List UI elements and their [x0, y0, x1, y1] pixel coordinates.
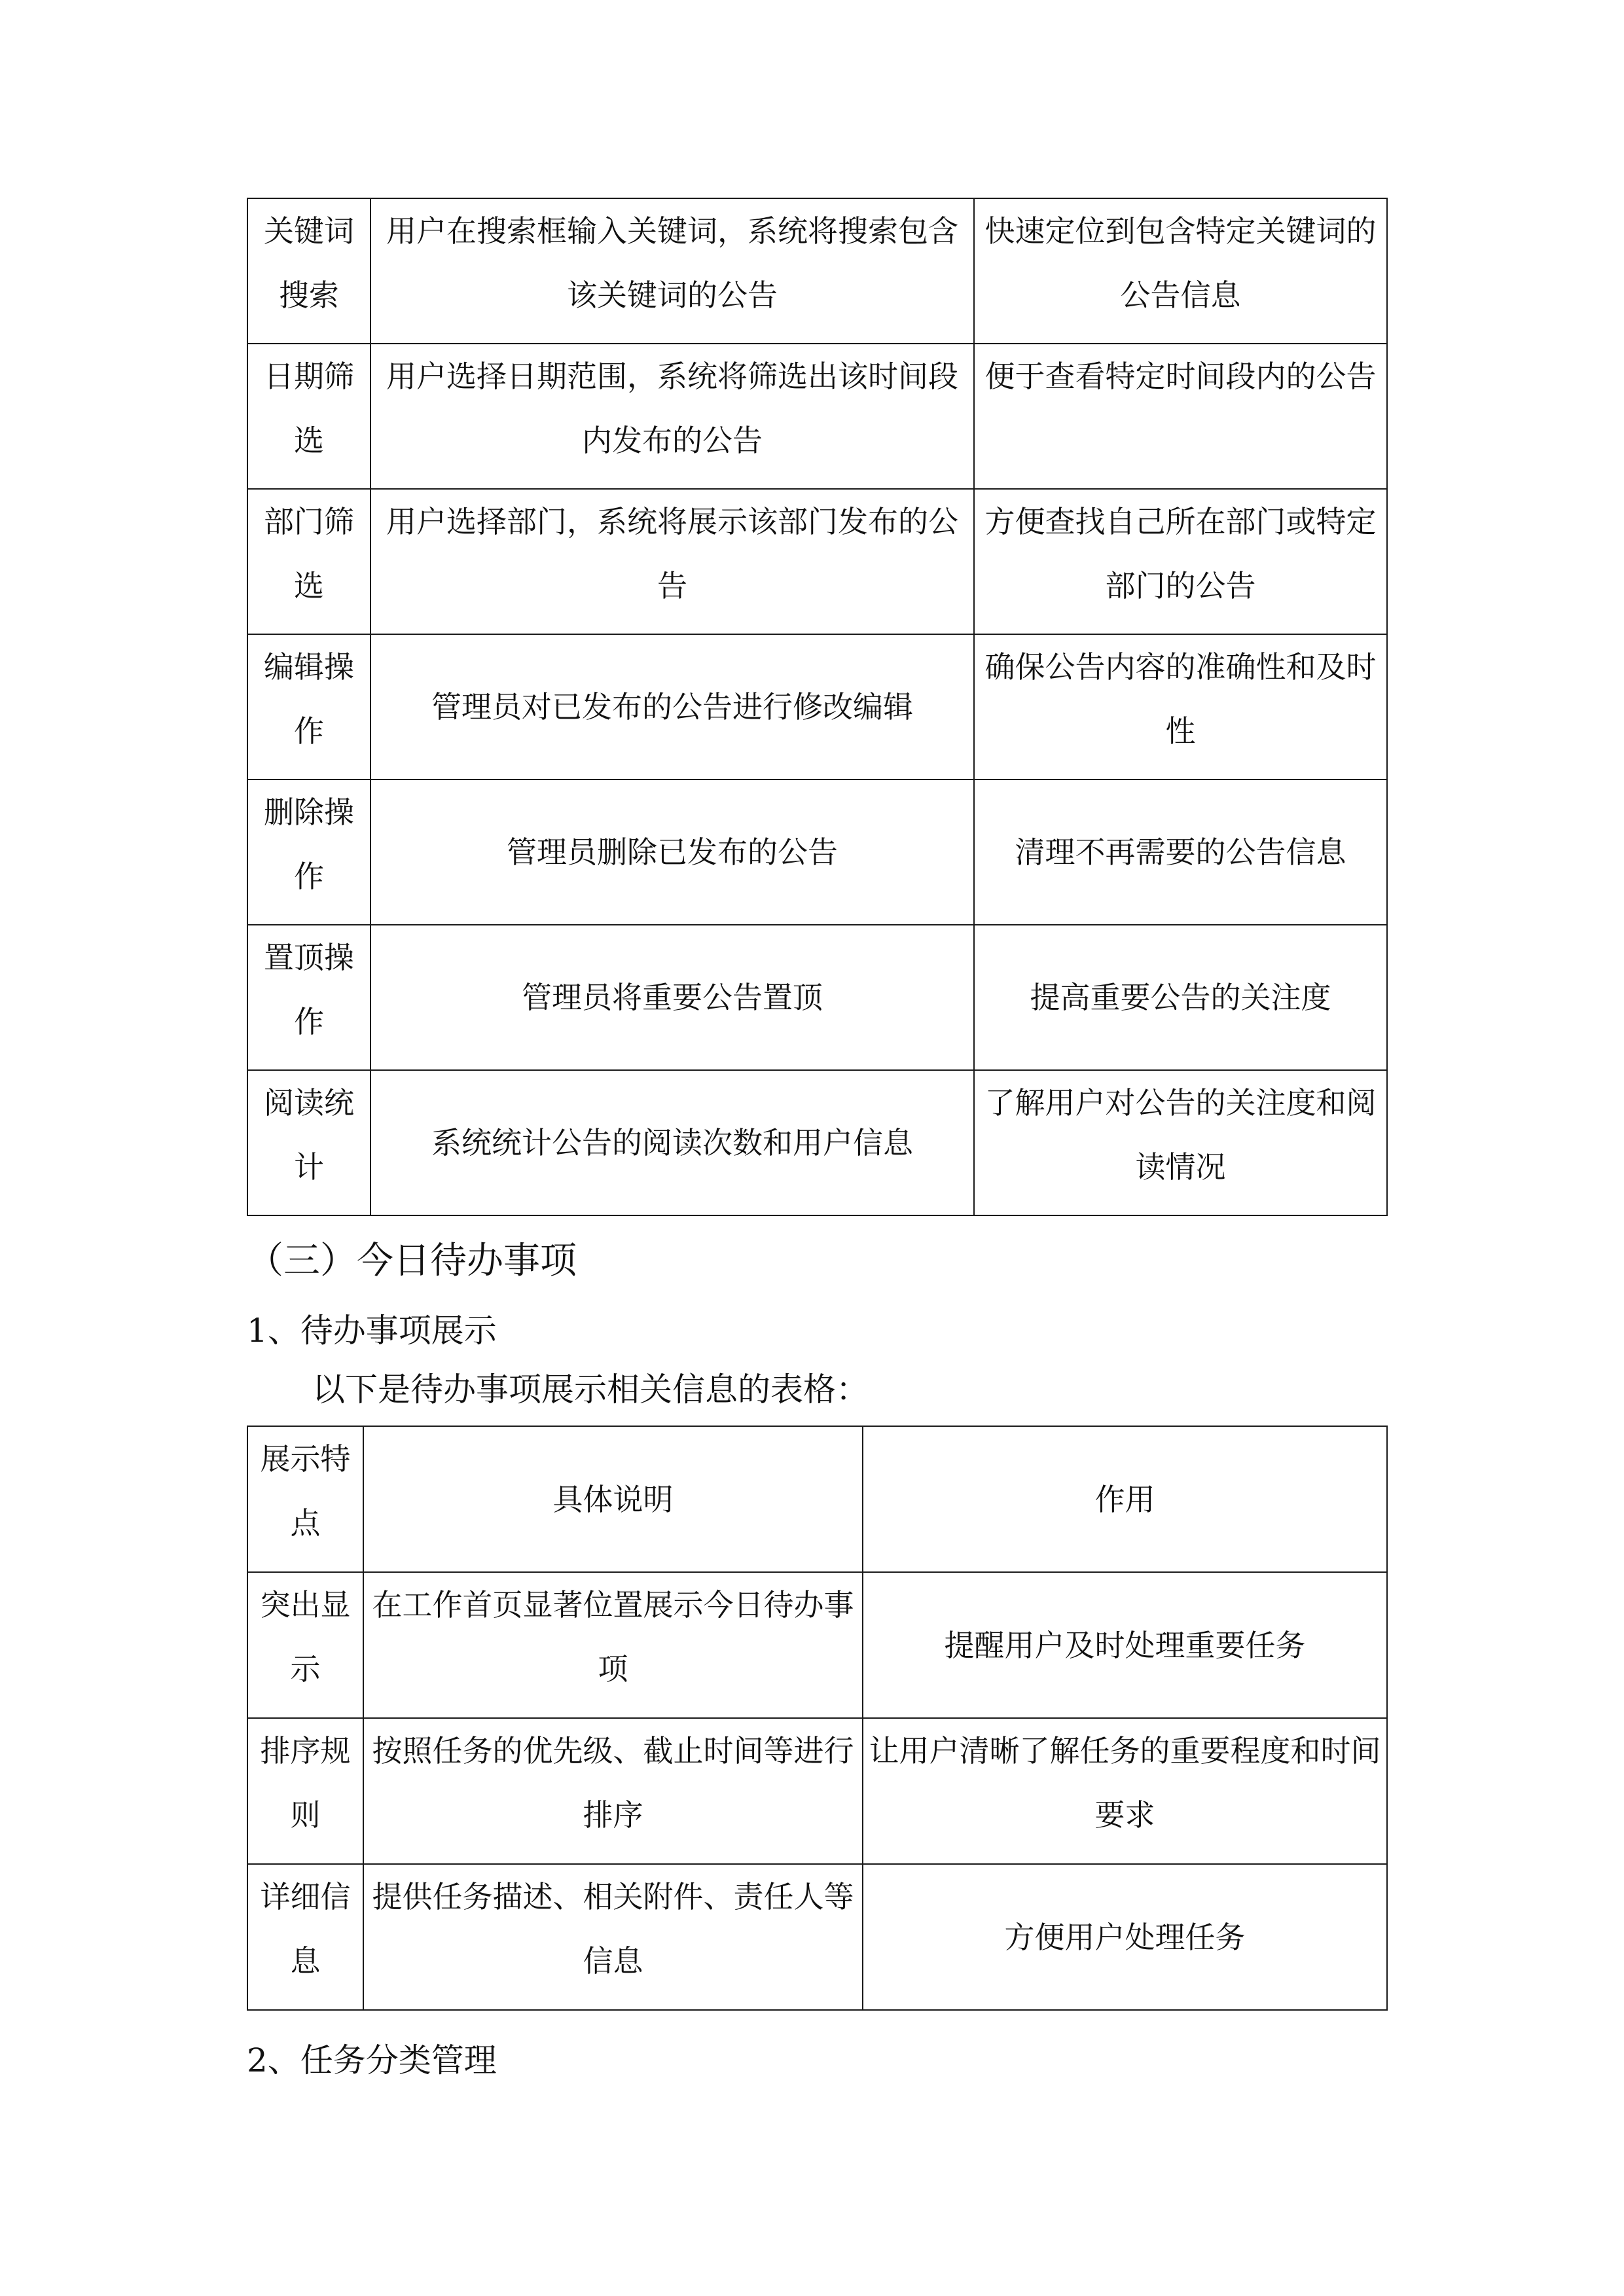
todo-display-table	[247, 1426, 1388, 2011]
description-cell: 在工作首页显著位置展示今日待办事项	[363, 1572, 863, 1718]
table-row	[247, 489, 1387, 634]
feature-cell: 日期筛选	[247, 344, 370, 489]
intro-paragraph: 以下是待办事项展示相关信息的表格：	[312, 1371, 869, 1408]
description-cell: 管理员删除已发布的公告	[370, 780, 974, 925]
section-heading: （三）今日待办事项	[247, 1240, 577, 1282]
purpose-cell: 让用户清晰了解任务的重要程度和时间要求	[863, 1718, 1387, 1864]
table-row	[247, 1572, 1387, 1718]
table-row	[247, 780, 1387, 925]
announcement-features-table	[247, 198, 1388, 1216]
table-header-row	[247, 1426, 1387, 1572]
description-cell: 管理员将重要公告置顶	[370, 925, 974, 1070]
purpose-cell: 提醒用户及时处理重要任务	[863, 1572, 1387, 1718]
table-row	[247, 1070, 1387, 1215]
table-row	[247, 1718, 1387, 1864]
purpose-cell: 便于查看特定时间段内的公告	[974, 344, 1387, 489]
header-cell: 作用	[863, 1426, 1387, 1572]
feature-cell: 部门筛选	[247, 489, 370, 634]
feature-cell: 置顶操作	[247, 925, 370, 1070]
purpose-cell: 方便用户处理任务	[863, 1864, 1387, 2010]
table-row	[247, 634, 1387, 780]
description-cell: 提供任务描述、相关附件、责任人等信息	[363, 1864, 863, 2010]
feature-cell: 突出显示	[247, 1572, 363, 1718]
header-cell: 具体说明	[363, 1426, 863, 1572]
purpose-cell: 提高重要公告的关注度	[974, 925, 1387, 1070]
list-item-heading: 2、任务分类管理	[247, 2041, 497, 2079]
feature-cell: 关键词搜索	[247, 198, 370, 344]
description-cell: 用户选择部门，系统将展示该部门发布的公告	[370, 489, 974, 634]
purpose-cell: 快速定位到包含特定关键词的公告信息	[974, 198, 1387, 344]
feature-cell: 详细信息	[247, 1864, 363, 2010]
description-cell: 系统统计公告的阅读次数和用户信息	[370, 1070, 974, 1215]
feature-cell: 阅读统计	[247, 1070, 370, 1215]
table-row	[247, 344, 1387, 489]
table-row	[247, 198, 1387, 344]
purpose-cell: 确保公告内容的准确性和及时性	[974, 634, 1387, 780]
purpose-cell: 了解用户对公告的关注度和阅读情况	[974, 1070, 1387, 1215]
description-cell: 管理员对已发布的公告进行修改编辑	[370, 634, 974, 780]
feature-cell: 删除操作	[247, 780, 370, 925]
description-cell: 用户选择日期范围，系统将筛选出该时间段内发布的公告	[370, 344, 974, 489]
purpose-cell: 清理不再需要的公告信息	[974, 780, 1387, 925]
description-cell: 按照任务的优先级、截止时间等进行排序	[363, 1718, 863, 1864]
purpose-cell: 方便查找自己所在部门或特定部门的公告	[974, 489, 1387, 634]
table-row	[247, 1864, 1387, 2010]
description-cell: 用户在搜索框输入关键词，系统将搜索包含该关键词的公告	[370, 198, 974, 344]
feature-cell: 编辑操作	[247, 634, 370, 780]
header-cell: 展示特点	[247, 1426, 363, 1572]
list-item-heading: 1、待办事项展示	[247, 1312, 497, 1350]
table-row	[247, 925, 1387, 1070]
feature-cell: 排序规则	[247, 1718, 363, 1864]
